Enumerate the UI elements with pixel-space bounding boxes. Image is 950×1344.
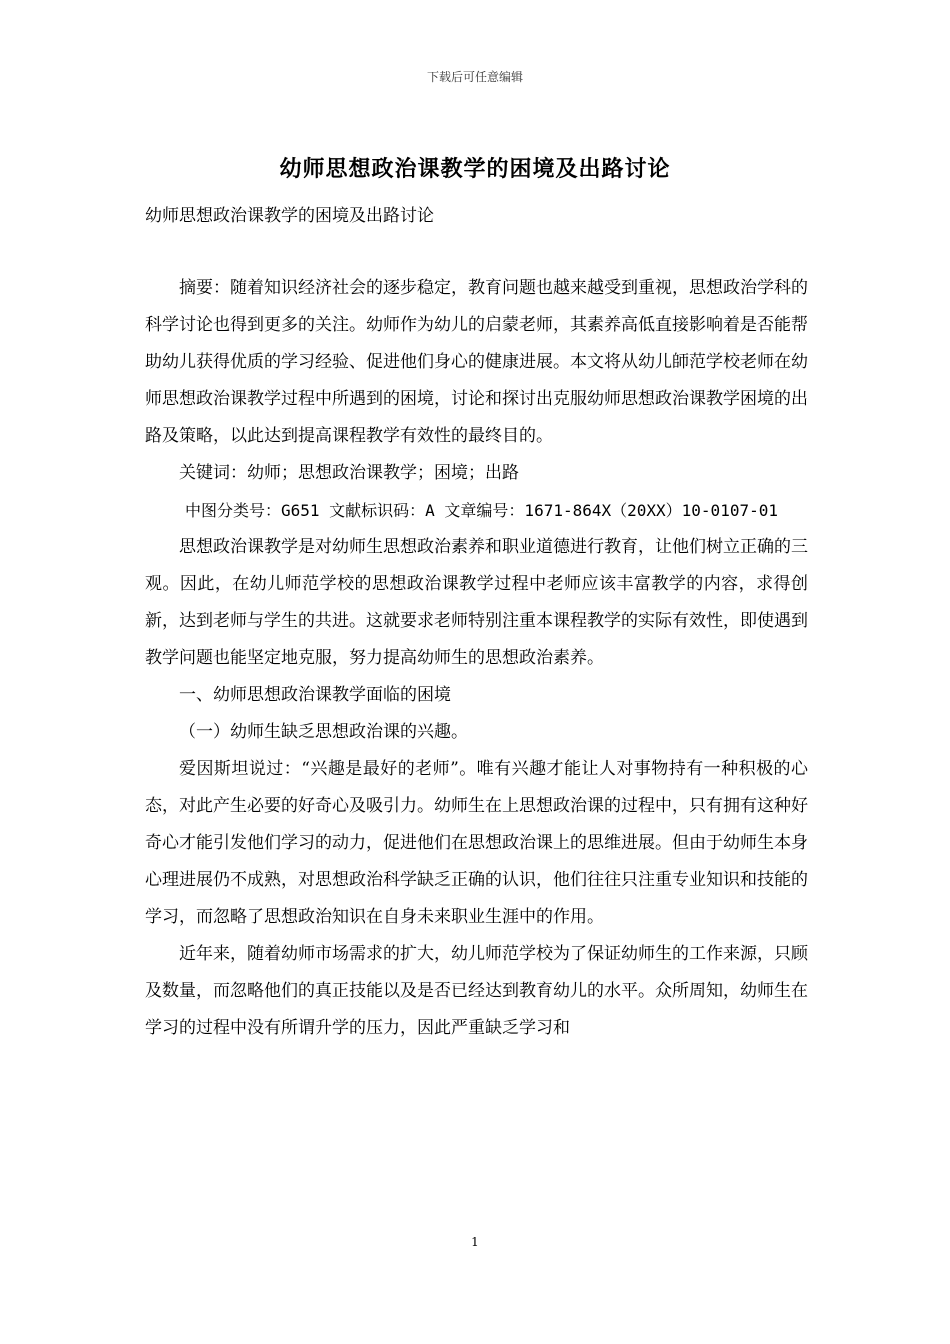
header-note: 下载后可任意编辑 (426, 70, 523, 84)
document-subtitle: 幼师思想政治课教学的困境及出路讨论 (145, 206, 434, 226)
keywords-line: 关键词：幼师；思想政治课教学；困境；出路 (179, 463, 519, 483)
body-paragraph: 爱因斯坦说过：“兴趣是最好的老师”。唯有兴趣才能让人对事物持有一种积极的心态，对此产生必要的好奇心及吸引力。幼师生在上思想政治课的过程中，只有拥有这种好奇心才能引发他们学习的动力，促进他们在思想政治课上的思维进展。但由于幼师生本身心理进展仍不成熟，对思想政治科学缺乏正确的认识，他们往往只注重专业知识和技能的学习，而忽略了思想政治知识在自身未来职业生涯中的作用。 (145, 759, 808, 927)
document-body (145, 270, 808, 1047)
section-heading: 一、幼师思想政治课教学面临的困境 (179, 685, 451, 705)
classification-line: 中图分类号：G651 文献标识码：A 文章编号：1671-864X（20XX）10-0107-01 (185, 501, 778, 520)
page-number: 1 (471, 1235, 479, 1249)
abstract-paragraph: 摘要：随着知识经济社会的逐步稳定，教育问题也越来越受到重视，思想政治学科的科学讨论也得到更多的关注。幼师作为幼儿的启蒙老师，其素养高低直接影响着是否能帮助幼儿获得优质的学习经验、促进他们身心的健康进展。本文将从幼儿師范学校老师在幼师思想政治课教学过程中所遇到的困境，讨论和探讨出克服幼师思想政治课教学困境的出路及策略，以此达到提高课程教学有效性的最终目的。 (145, 278, 808, 446)
body-paragraph: 近年来，随着幼师市场需求的扩大，幼儿师范学校为了保证幼师生的工作来源，只顾及数量，而忽略他们的真正技能以及是否已经达到教育幼儿的水平。众所周知，幼师生在学习的过程中没有所谓升学的压力，因此严重缺乏学习和 (145, 944, 808, 1038)
document-title: 幼师思想政治课教学的困境及出路讨论 (279, 157, 671, 182)
subsection-heading: （一）幼师生缺乏思想政治课的兴趣。 (179, 722, 468, 742)
intro-paragraph: 思想政治课教学是对幼师生思想政治素养和职业道德进行教育，让他们树立正确的三观。因此，在幼儿师范学校的思想政治课教学过程中老师应该丰富教学的内容，求得创新，达到老师与学生的共进。这就要求老师特别注重本课程教学的实际有效性，即使遇到教学问题也能坚定地克服，努力提高幼师生的思想政治素养。 (145, 537, 808, 668)
